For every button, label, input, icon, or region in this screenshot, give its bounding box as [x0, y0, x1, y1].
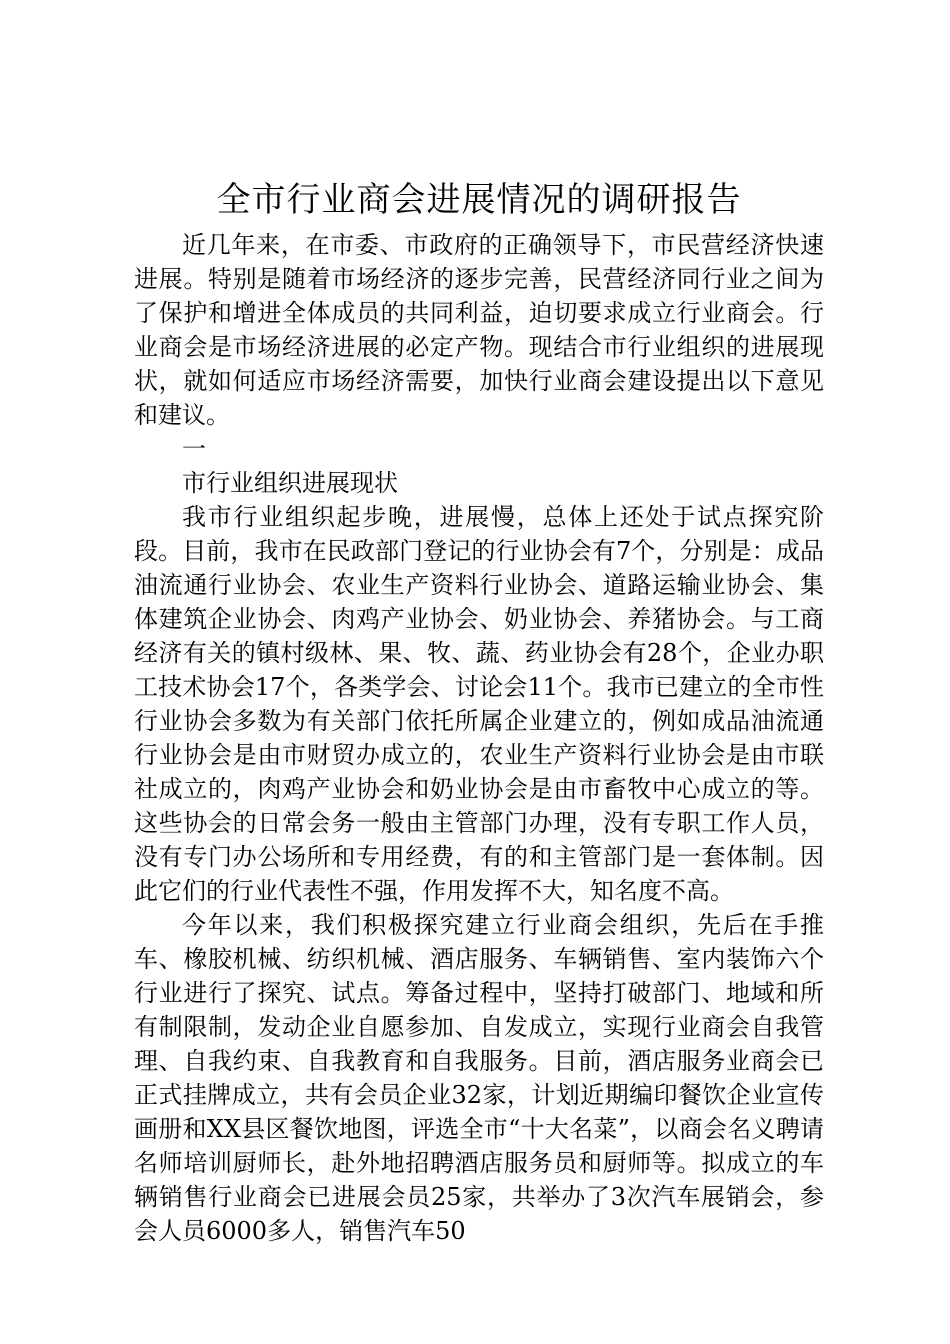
document-page: [134, 178, 824, 1248]
document-title: 全市行业商会进展情况的调研报告: [216, 180, 742, 220]
intro-paragraph: 近几年来，在市委、市政府的正确领导下，市民营经济快速进展。特别是随着市场经济的逐步完善，民营经济同行业之间为了保护和增进全体成员的共同利益，迫切要求成立行业商会。行业商会是市场经济进展的必定产物。现结合市行业组织的进展现状，就如何适应市场经济需要，加快行业商会建设提出以下意见和建议。: [134, 231, 824, 429]
section-title: 市行业组织进展现状: [182, 469, 398, 497]
body-paragraph-1: 我市行业组织起步晚，进展慢，总体上还处于试点探究阶段。目前，我市在民政部门登记的行业协会有7个，分别是：成品油流通行业协会、农业生产资料行业协会、道路运输业协会、集体建筑企业协会、肉鸡产业协会、奶业协会、养猪协会。与工商经济有关的镇村级林、果、牧、蔬、药业协会有28个，企业办职工技术协会17个，各类学会、讨论会11个。我市已建立的全市性行业协会多数为有关部门依托所属企业建立的，例如成品油流通行业协会是由市财贸办成立的，农业生产资料行业协会是由市联社成立的，肉鸡产业协会和奶业协会是由市畜牧中心成立的等。这些协会的日常会务一般由主管部门办理，没有专职工作人员，没有专门办公场所和专用经费，有的和主管部门是一套体制。因此它们的行业代表性不强，作用发挥不大，知名度不高。: [134, 503, 824, 905]
body-paragraph-2: 今年以来，我们积极探究建立行业商会组织，先后在手推车、橡胶机械、纺织机械、酒店服务、车辆销售、室内装饰六个行业进行了探究、试点。筹备过程中，坚持打破部门、地域和所有制限制，发动企业自愿参加、自发成立，实现行业商会自我管理、自我约束、自我教育和自我服务。目前，酒店服务业商会已正式挂牌成立，共有会员企业32家，计划近期编印餐饮企业宣传画册和XX县区餐饮地图，评选全市“十大名菜”，以商会名义聘请名师培训厨师长，赴外地招聘酒店服务员和厨师等。拟成立的车辆销售行业商会已进展会员25家，共举办了3次汽车展销会，参会人员6000多人，销售汽车50: [134, 911, 824, 1245]
section-number: 一: [182, 435, 206, 463]
